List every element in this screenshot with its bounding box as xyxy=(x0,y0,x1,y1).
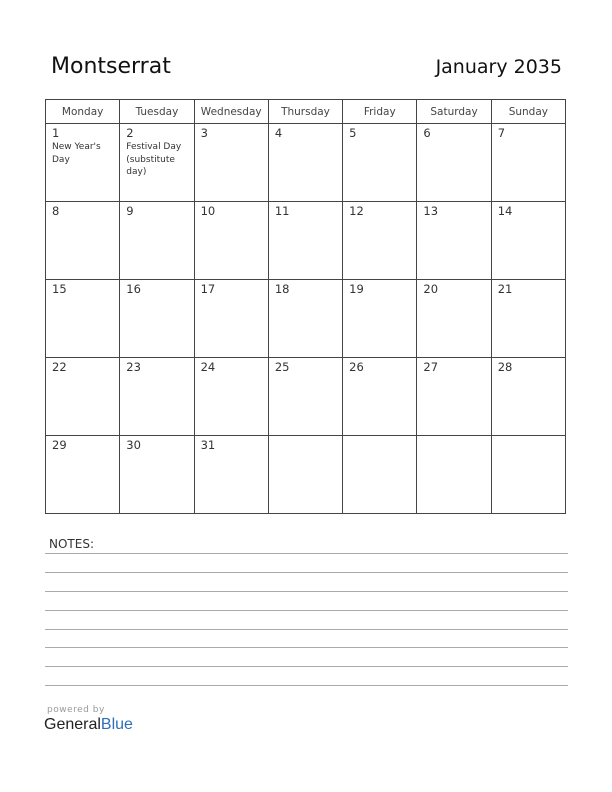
day-number: 3 xyxy=(200,126,208,140)
day-cell xyxy=(268,124,342,202)
note-line xyxy=(45,610,568,611)
day-cell xyxy=(194,124,268,202)
day-number: 25 xyxy=(274,360,290,374)
day-number: 8 xyxy=(52,204,60,218)
day-number: 12 xyxy=(349,204,364,218)
day-cell xyxy=(343,358,417,436)
calendar-body xyxy=(46,124,566,514)
day-cell xyxy=(46,358,120,436)
day-number: 14 xyxy=(497,204,513,218)
day-cell xyxy=(120,436,194,514)
day-cell xyxy=(120,202,194,280)
day-number: 2 xyxy=(126,126,134,140)
generalblue-logo xyxy=(44,716,133,734)
month-year-title: January 2035 xyxy=(435,56,562,78)
note-line xyxy=(45,553,568,554)
day-cell xyxy=(194,280,268,358)
day-number: 5 xyxy=(349,126,357,140)
note-line xyxy=(45,629,568,630)
day-cell xyxy=(46,124,120,202)
day-cell xyxy=(120,124,194,202)
day-cell xyxy=(491,124,565,202)
day-number: 9 xyxy=(126,204,134,218)
day-cell xyxy=(417,436,491,514)
weekday-header: Saturday xyxy=(417,100,491,124)
week-row xyxy=(46,358,566,436)
day-cell xyxy=(343,436,417,514)
day-number: 15 xyxy=(52,282,67,296)
day-cell xyxy=(491,358,565,436)
day-number: 22 xyxy=(52,360,67,374)
weekday-header: Monday xyxy=(46,100,120,124)
weekday-header: Wednesday xyxy=(194,100,268,124)
day-number: 20 xyxy=(423,282,439,296)
day-cell xyxy=(491,280,565,358)
day-cell xyxy=(417,358,491,436)
day-number: 6 xyxy=(423,126,431,140)
day-number: 10 xyxy=(200,204,216,218)
day-cell xyxy=(491,202,565,280)
country-title: Montserrat xyxy=(51,54,171,79)
day-number: 13 xyxy=(423,204,439,218)
day-number: 27 xyxy=(423,360,439,374)
day-cell xyxy=(194,202,268,280)
day-cell xyxy=(194,436,268,514)
day-number: 17 xyxy=(200,282,216,296)
weekday-header: Tuesday xyxy=(120,100,194,124)
note-line xyxy=(45,647,568,648)
day-number: 4 xyxy=(274,126,283,140)
day-number: 19 xyxy=(349,282,364,296)
day-cell xyxy=(268,202,342,280)
day-cell xyxy=(120,358,194,436)
logo-blue-text: Blue xyxy=(100,716,133,733)
powered-by-text: powered by xyxy=(47,705,105,715)
note-line xyxy=(45,666,568,667)
weekday-header-row xyxy=(46,100,566,124)
week-row xyxy=(46,202,566,280)
note-line xyxy=(45,572,568,573)
day-cell xyxy=(343,124,417,202)
day-cell xyxy=(417,124,491,202)
day-cell xyxy=(491,436,565,514)
day-cell xyxy=(343,280,417,358)
week-row xyxy=(46,280,566,358)
day-cell xyxy=(46,436,120,514)
day-number: 26 xyxy=(349,360,364,374)
day-cell xyxy=(194,358,268,436)
calendar-grid xyxy=(45,99,566,514)
day-number: 31 xyxy=(200,438,216,452)
holiday-label: Festival Day (substitute day) xyxy=(126,142,182,177)
day-cell xyxy=(268,436,342,514)
day-cell xyxy=(46,202,120,280)
day-number: 23 xyxy=(126,360,141,374)
day-cell xyxy=(120,280,194,358)
holiday-label: New Year's Day xyxy=(52,142,101,165)
note-line xyxy=(45,591,568,592)
note-line xyxy=(45,685,568,686)
weekday-header: Thursday xyxy=(268,100,342,124)
week-row xyxy=(46,124,566,202)
day-number: 24 xyxy=(200,360,216,374)
day-cell xyxy=(343,202,417,280)
day-number: 16 xyxy=(126,282,141,296)
logo-general-text: General xyxy=(44,716,101,733)
day-cell xyxy=(417,280,491,358)
weekday-header: Friday xyxy=(343,100,417,124)
notes-label: NOTES: xyxy=(49,537,94,551)
day-number: 18 xyxy=(274,282,290,296)
day-number: 7 xyxy=(497,126,506,140)
day-cell xyxy=(268,358,342,436)
day-cell xyxy=(268,280,342,358)
weekday-header: Sunday xyxy=(491,100,565,124)
day-cell xyxy=(46,280,120,358)
day-number: 11 xyxy=(274,204,290,218)
day-cell xyxy=(417,202,491,280)
day-number: 30 xyxy=(126,438,141,452)
day-number: 1 xyxy=(52,126,60,140)
week-row xyxy=(46,436,566,514)
day-number: 28 xyxy=(497,360,513,374)
day-number: 29 xyxy=(52,438,67,452)
day-number: 21 xyxy=(497,282,513,296)
